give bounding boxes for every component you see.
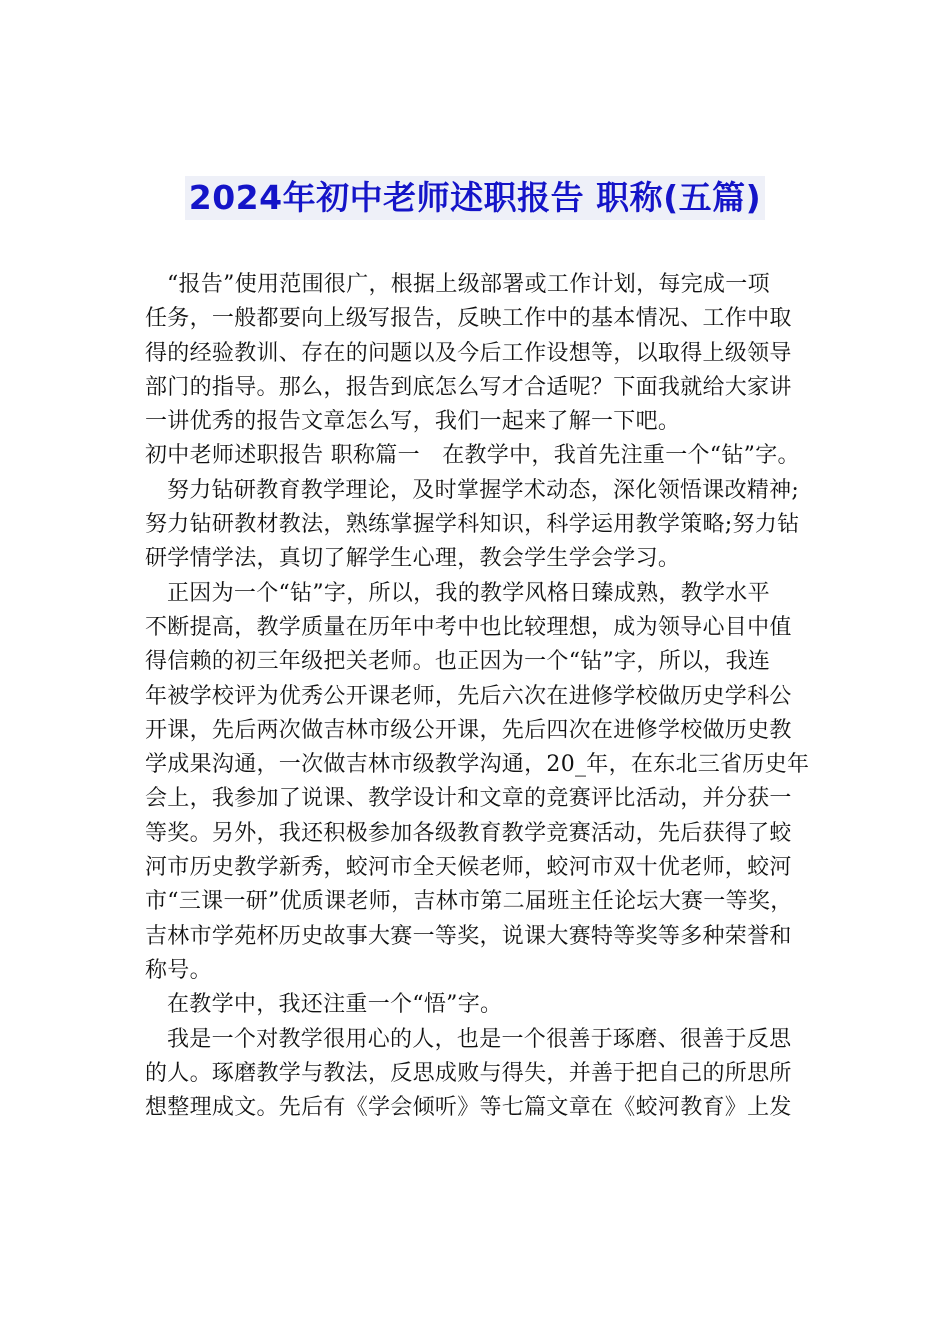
body-line: 一讲优秀的报告文章怎么写，我们一起来了解一下吧。 — [145, 409, 681, 435]
body-line: 得的经验教训、存在的问题以及今后工作设想等，以取得上级领导 — [145, 340, 792, 366]
body-line: 努力钻研教育教学理论，及时掌握学术动态，深化领悟课改精神; — [167, 477, 800, 503]
body-line: “报告”使用范围很广，根据上级部署或工作计划，每完成一项 — [167, 272, 770, 297]
body-line: 称号。 — [145, 957, 212, 983]
title-container — [0, 176, 950, 220]
body-line: 不断提高，教学质量在历年中考中也比较理想，成为领导心目中值 — [145, 614, 792, 640]
section-heading-line: 初中老师述职报告 职称篇一 在教学中，我首先注重一个“钻”字。 — [145, 443, 800, 469]
body-line: 开课，先后两次做吉林市级公开课，先后四次在进修学校做历史教 — [145, 717, 792, 743]
body-line: 吉林市学苑杯历史故事大赛一等奖，说课大赛特等奖等多种荣誉和 — [145, 923, 792, 949]
body-line: 我是一个对教学很用心的人，也是一个很善于琢磨、很善于反思 — [167, 1026, 792, 1052]
body-line: 等奖。另外，我还积极参加各级教育教学竞赛活动，先后获得了蛟 — [145, 820, 792, 846]
body-line: 努力钻研教材教法，熟练掌握学科知识，科学运用教学策略;努力钻 — [145, 512, 800, 538]
body-line: 市“三课一研”优质课老师，吉林市第二届班主任论坛大赛一等奖， — [145, 889, 793, 915]
body-line: 部门的指导。那么，报告到底怎么写才合适呢？下面我就给大家讲 — [145, 374, 792, 400]
body-line: 年被学校评为优秀公开课老师，先后六次在进修学校做历史学科公 — [145, 683, 792, 709]
body-line: 得信赖的初三年级把关老师。也正因为一个“钻”字，所以，我连 — [145, 649, 771, 675]
body-line: 任务，一般都要向上级写报告，反映工作中的基本情况、工作中取 — [145, 306, 792, 332]
body-line: 正因为一个“钻”字，所以，我的教学风格日臻成熟，教学水平 — [167, 580, 770, 606]
body-line: 的人。琢磨教学与教法，反思成败与得失，并善于把自己的所思所 — [145, 1060, 792, 1086]
body-line: 在教学中，我还注重一个“悟”字。 — [167, 992, 503, 1018]
body-line: 学成果沟通，一次做吉林市级教学沟通，20_年，在东北三省历史年 — [145, 752, 810, 778]
document-body — [145, 268, 810, 1125]
body-line: 研学情学法，真切了解学生心理，教会学生学会学习。 — [145, 546, 681, 572]
body-line: 河市历史教学新秀，蛟河市全天候老师，蛟河市双十优老师，蛟河 — [145, 855, 792, 881]
body-line: 想整理成文。先后有《学会倾听》等七篇文章在《蛟河教育》上发 — [145, 1095, 792, 1121]
body-line: 会上，我参加了说课、教学设计和文章的竞赛评比活动，并分获一 — [145, 786, 792, 812]
document-title: 2024年初中老师述职报告 职称(五篇) — [185, 176, 766, 220]
